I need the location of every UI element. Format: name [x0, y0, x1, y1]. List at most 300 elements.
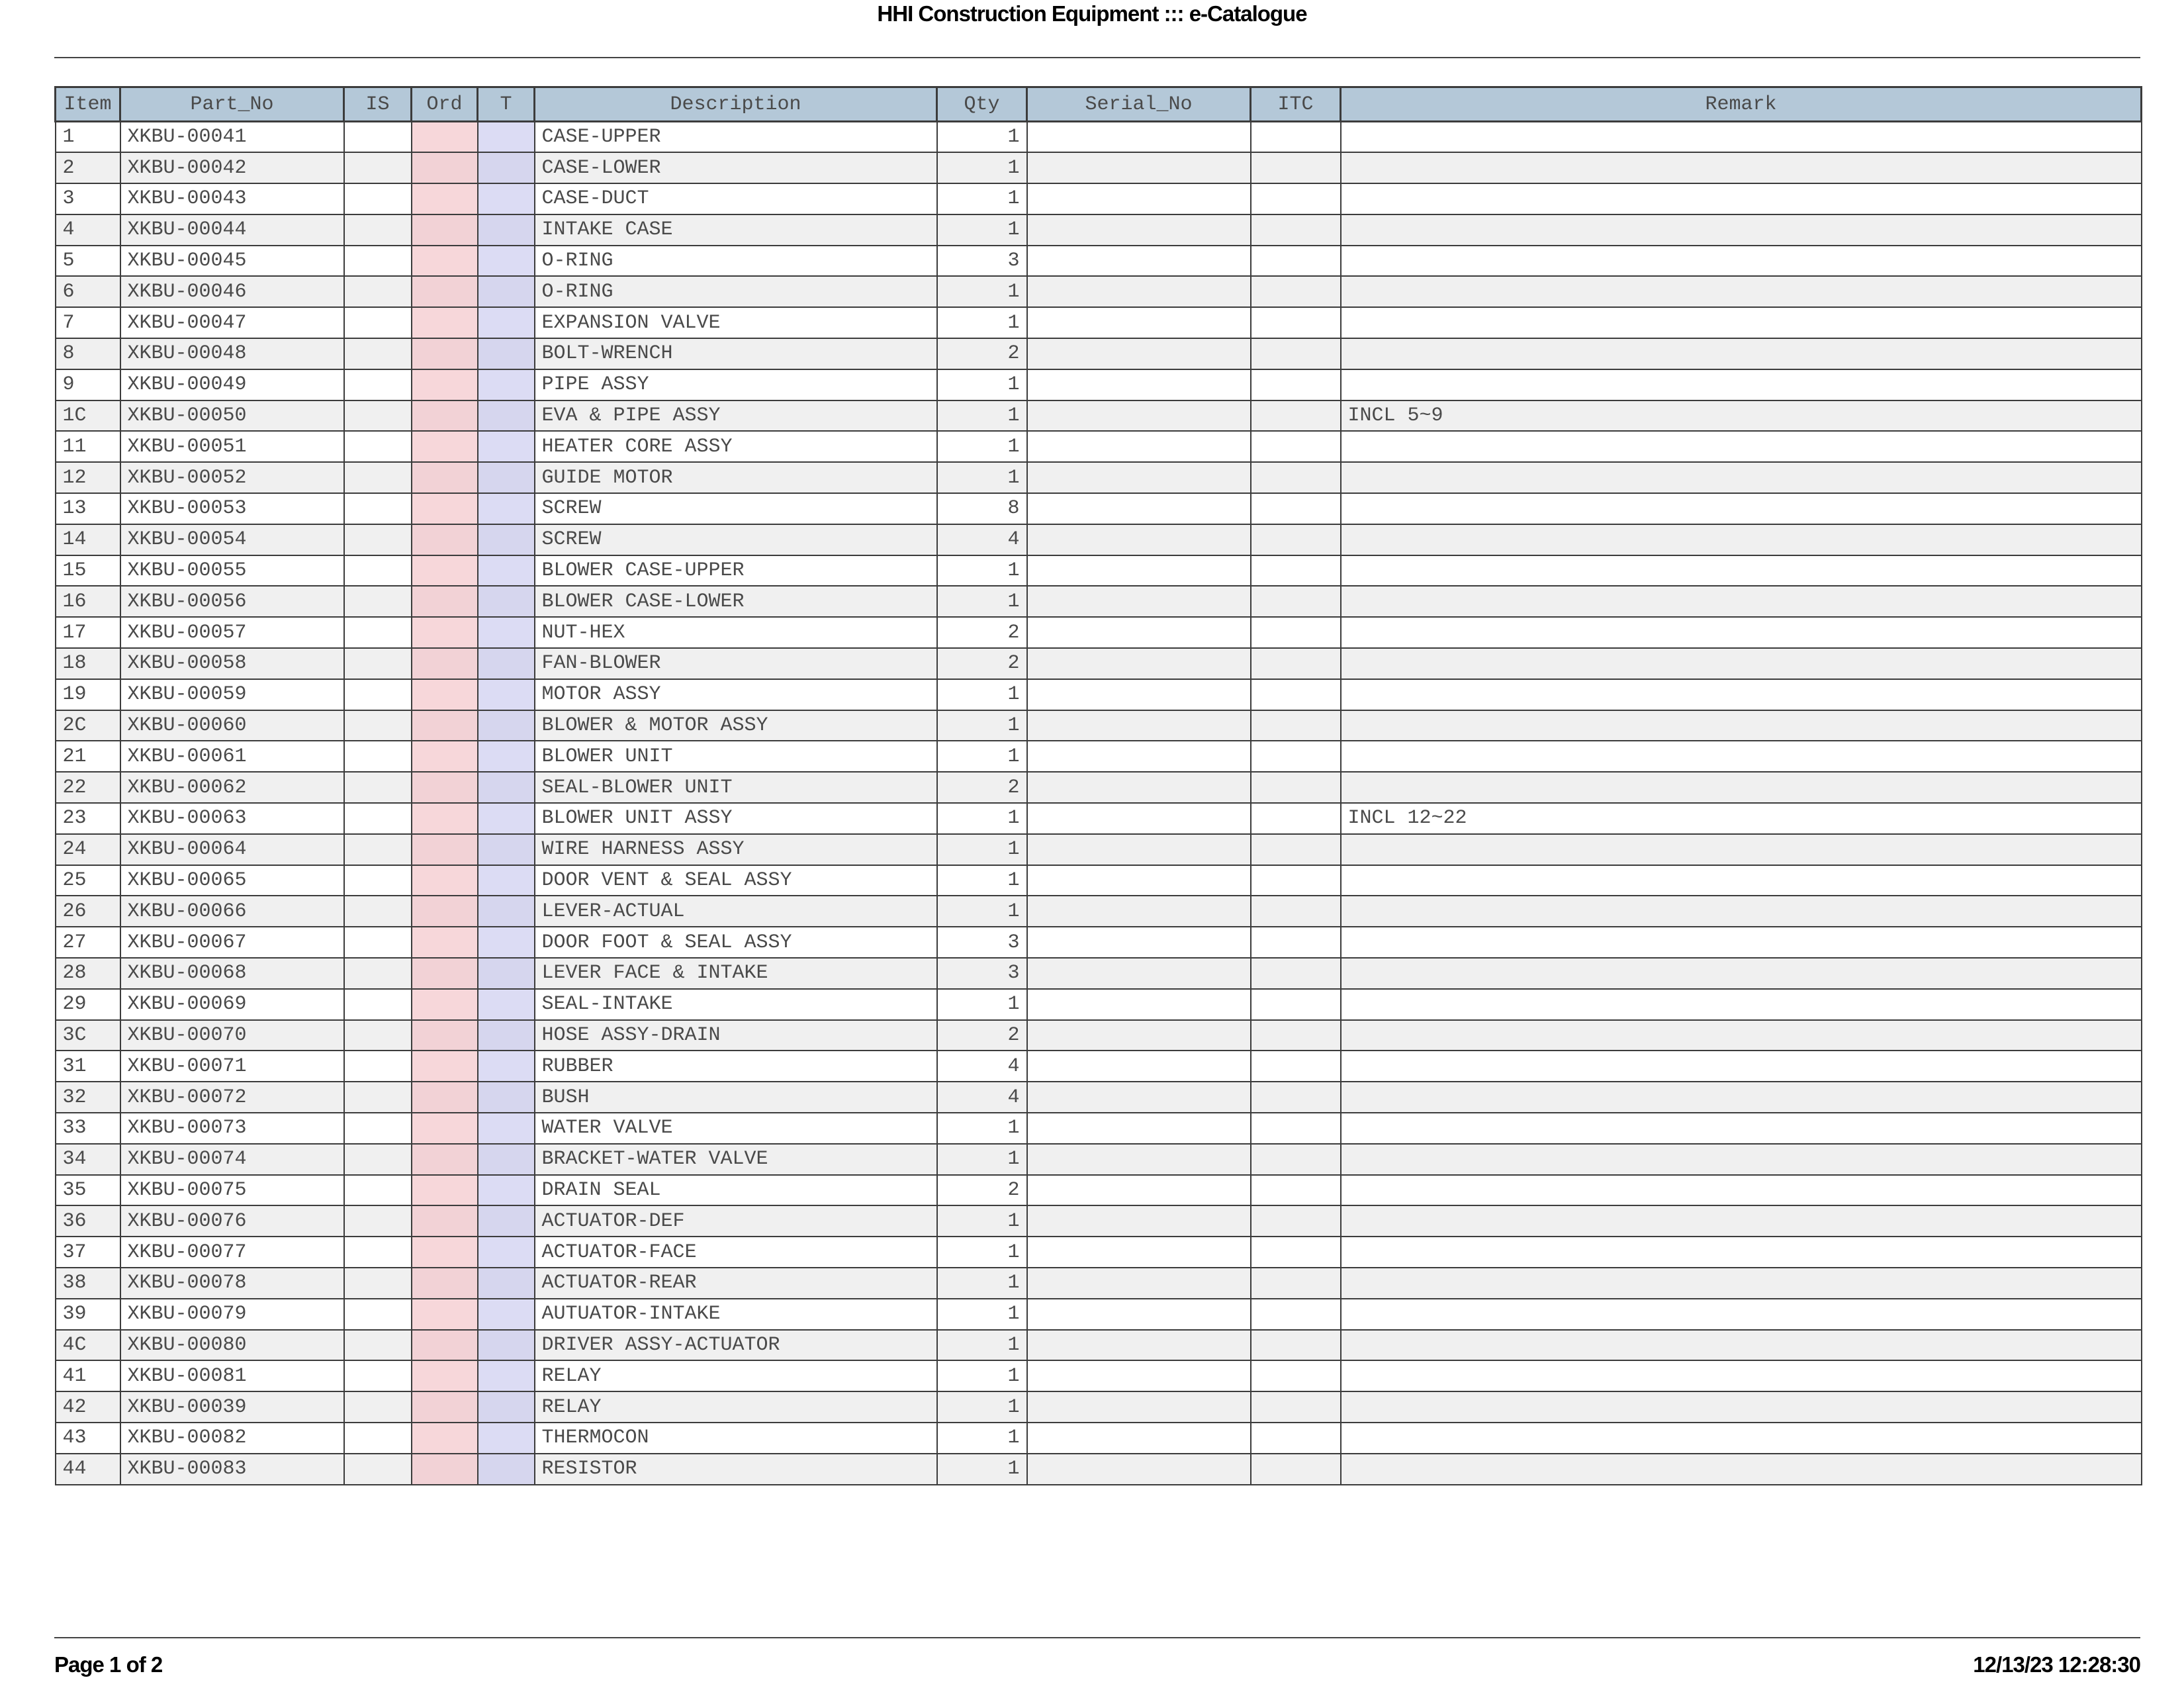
serial-no-cell[interactable]	[1027, 1454, 1251, 1485]
table-row[interactable]	[56, 1020, 2142, 1051]
is-cell[interactable]	[344, 369, 412, 400]
ord-cell[interactable]	[412, 369, 478, 400]
t-cell[interactable]	[478, 431, 535, 462]
description-cell: BRACKET-WATER VALVE	[535, 1144, 937, 1175]
is-cell[interactable]	[344, 586, 412, 617]
description-cell: LEVER FACE & INTAKE	[535, 958, 937, 989]
serial-no-cell[interactable]	[1027, 183, 1251, 214]
description-cell: ACTUATOR-REAR	[535, 1268, 937, 1299]
ord-cell[interactable]	[412, 1175, 478, 1206]
t-cell[interactable]	[478, 1082, 535, 1113]
ord-cell[interactable]	[412, 803, 478, 834]
is-cell[interactable]	[344, 276, 412, 307]
description-cell: BLOWER & MOTOR ASSY	[535, 710, 937, 741]
serial-no-cell[interactable]	[1027, 1423, 1251, 1454]
table-row[interactable]	[56, 122, 2142, 153]
remark-cell	[1341, 586, 2142, 617]
item-cell: 18	[56, 648, 120, 679]
description-cell: RELAY	[535, 1360, 937, 1391]
is-cell[interactable]	[344, 617, 412, 648]
table-row[interactable]	[56, 648, 2142, 679]
t-cell[interactable]	[478, 927, 535, 958]
ord-cell[interactable]	[412, 1237, 478, 1268]
serial-no-cell[interactable]	[1027, 834, 1251, 865]
part-no-cell: XKBU-00060	[120, 710, 344, 741]
qty-cell: 1	[937, 741, 1027, 772]
item-cell: 42	[56, 1391, 120, 1423]
is-cell[interactable]	[344, 896, 412, 927]
serial-no-cell[interactable]	[1027, 1082, 1251, 1113]
t-cell[interactable]	[478, 400, 535, 432]
is-cell[interactable]	[344, 865, 412, 896]
description-cell: LEVER-ACTUAL	[535, 896, 937, 927]
table-row[interactable]	[56, 214, 2142, 246]
column-header-description[interactable]: Description	[535, 87, 937, 122]
part-no-cell: XKBU-00058	[120, 648, 344, 679]
serial-no-cell[interactable]	[1027, 369, 1251, 400]
table-row[interactable]	[56, 555, 2142, 586]
serial-no-cell[interactable]	[1027, 307, 1251, 338]
ord-cell[interactable]	[412, 1144, 478, 1175]
part-no-cell: XKBU-00083	[120, 1454, 344, 1485]
t-cell[interactable]	[478, 1144, 535, 1175]
print-timestamp: 12/13/23 12:28:30	[1973, 1652, 2140, 1677]
serial-no-cell[interactable]	[1027, 431, 1251, 462]
table-row[interactable]	[56, 152, 2142, 183]
serial-no-cell[interactable]	[1027, 276, 1251, 307]
table-row[interactable]	[56, 927, 2142, 958]
table-row[interactable]	[56, 865, 2142, 896]
ord-cell[interactable]	[412, 462, 478, 493]
part-no-cell: XKBU-00062	[120, 772, 344, 803]
is-cell[interactable]	[344, 648, 412, 679]
table-row[interactable]	[56, 493, 2142, 524]
item-cell: 16	[56, 586, 120, 617]
t-cell[interactable]	[478, 338, 535, 369]
is-cell[interactable]	[344, 462, 412, 493]
ord-cell[interactable]	[412, 1268, 478, 1299]
serial-no-cell[interactable]	[1027, 1113, 1251, 1144]
serial-no-cell[interactable]	[1027, 648, 1251, 679]
table-row[interactable]	[56, 462, 2142, 493]
serial-no-cell[interactable]	[1027, 1175, 1251, 1206]
ord-cell[interactable]	[412, 834, 478, 865]
t-cell[interactable]	[478, 1051, 535, 1082]
t-cell[interactable]	[478, 369, 535, 400]
serial-no-cell[interactable]	[1027, 1237, 1251, 1268]
qty-cell: 4	[937, 1051, 1027, 1082]
column-header-is[interactable]: IS	[344, 87, 412, 122]
t-cell[interactable]	[478, 834, 535, 865]
part-no-cell: XKBU-00057	[120, 617, 344, 648]
item-cell: 38	[56, 1268, 120, 1299]
ord-cell[interactable]	[412, 1391, 478, 1423]
is-cell[interactable]	[344, 1082, 412, 1113]
description-cell: HOSE ASSY-DRAIN	[535, 1020, 937, 1051]
itc-cell	[1251, 648, 1341, 679]
page-number: Page 1 of 2	[54, 1652, 163, 1677]
column-header-qty[interactable]: Qty	[937, 87, 1027, 122]
serial-no-cell[interactable]	[1027, 462, 1251, 493]
serial-no-cell[interactable]	[1027, 803, 1251, 834]
table-row[interactable]	[56, 431, 2142, 462]
qty-cell: 2	[937, 648, 1027, 679]
serial-no-cell[interactable]	[1027, 1330, 1251, 1361]
is-cell[interactable]	[344, 989, 412, 1020]
t-cell[interactable]	[478, 958, 535, 989]
part-no-cell: XKBU-00064	[120, 834, 344, 865]
is-cell[interactable]	[344, 1205, 412, 1237]
qty-cell: 1	[937, 1454, 1027, 1485]
itc-cell	[1251, 803, 1341, 834]
serial-no-cell[interactable]	[1027, 741, 1251, 772]
serial-no-cell[interactable]	[1027, 927, 1251, 958]
ord-cell[interactable]	[412, 431, 478, 462]
part-no-cell: XKBU-00059	[120, 679, 344, 710]
itc-cell	[1251, 1360, 1341, 1391]
ord-cell[interactable]	[412, 307, 478, 338]
serial-no-cell[interactable]	[1027, 710, 1251, 741]
is-cell[interactable]	[344, 772, 412, 803]
serial-no-cell[interactable]	[1027, 338, 1251, 369]
item-cell: 26	[56, 896, 120, 927]
serial-no-cell[interactable]	[1027, 122, 1251, 153]
table-row[interactable]	[56, 307, 2142, 338]
item-cell: 31	[56, 1051, 120, 1082]
column-header-itc[interactable]: ITC	[1251, 87, 1341, 122]
ord-cell[interactable]	[412, 524, 478, 555]
table-row[interactable]	[56, 1299, 2142, 1330]
description-cell: ACTUATOR-DEF	[535, 1205, 937, 1237]
ord-cell[interactable]	[412, 1454, 478, 1485]
t-cell[interactable]	[478, 1175, 535, 1206]
qty-cell: 1	[937, 462, 1027, 493]
serial-no-cell[interactable]	[1027, 152, 1251, 183]
description-cell: CASE-UPPER	[535, 122, 937, 153]
serial-no-cell[interactable]	[1027, 493, 1251, 524]
serial-no-cell[interactable]	[1027, 1391, 1251, 1423]
serial-no-cell[interactable]	[1027, 989, 1251, 1020]
table-row[interactable]	[56, 772, 2142, 803]
t-cell[interactable]	[478, 865, 535, 896]
ord-cell[interactable]	[412, 1082, 478, 1113]
remark-cell	[1341, 369, 2142, 400]
t-cell[interactable]	[478, 648, 535, 679]
is-cell[interactable]	[344, 834, 412, 865]
table-row[interactable]	[56, 1391, 2142, 1423]
part-no-cell: XKBU-00039	[120, 1391, 344, 1423]
description-cell: RELAY	[535, 1391, 937, 1423]
qty-cell: 1	[937, 1299, 1027, 1330]
itc-cell	[1251, 493, 1341, 524]
is-cell[interactable]	[344, 524, 412, 555]
is-cell[interactable]	[344, 1113, 412, 1144]
table-row[interactable]	[56, 896, 2142, 927]
ord-cell[interactable]	[412, 1299, 478, 1330]
ord-cell[interactable]	[412, 1020, 478, 1051]
item-cell: 7	[56, 307, 120, 338]
table-row[interactable]	[56, 1360, 2142, 1391]
column-header-serial-no[interactable]: Serial_No	[1027, 87, 1251, 122]
is-cell[interactable]	[344, 183, 412, 214]
ord-cell[interactable]	[412, 679, 478, 710]
t-cell[interactable]	[478, 772, 535, 803]
is-cell[interactable]	[344, 400, 412, 432]
t-cell[interactable]	[478, 1205, 535, 1237]
parts-table-body	[56, 122, 2142, 1485]
column-header-ord[interactable]: Ord	[412, 87, 478, 122]
serial-no-cell[interactable]	[1027, 1299, 1251, 1330]
description-cell: MOTOR ASSY	[535, 679, 937, 710]
qty-cell: 2	[937, 1175, 1027, 1206]
part-no-cell: XKBU-00053	[120, 493, 344, 524]
table-row[interactable]	[56, 276, 2142, 307]
serial-no-cell[interactable]	[1027, 958, 1251, 989]
serial-no-cell[interactable]	[1027, 1205, 1251, 1237]
part-no-cell: XKBU-00054	[120, 524, 344, 555]
table-row[interactable]	[56, 1237, 2142, 1268]
is-cell[interactable]	[344, 152, 412, 183]
serial-no-cell[interactable]	[1027, 555, 1251, 586]
is-cell[interactable]	[344, 1020, 412, 1051]
is-cell[interactable]	[344, 214, 412, 246]
is-cell[interactable]	[344, 1299, 412, 1330]
is-cell[interactable]	[344, 958, 412, 989]
table-row[interactable]	[56, 803, 2142, 834]
ord-cell[interactable]	[412, 741, 478, 772]
serial-no-cell[interactable]	[1027, 400, 1251, 432]
table-row[interactable]	[56, 1423, 2142, 1454]
column-header-t[interactable]: T	[478, 87, 535, 122]
qty-cell: 1	[937, 834, 1027, 865]
ord-cell[interactable]	[412, 958, 478, 989]
table-row[interactable]	[56, 586, 2142, 617]
t-cell[interactable]	[478, 462, 535, 493]
column-header-part-no[interactable]: Part_No	[120, 87, 344, 122]
serial-no-cell[interactable]	[1027, 679, 1251, 710]
t-cell[interactable]	[478, 1020, 535, 1051]
is-cell[interactable]	[344, 431, 412, 462]
table-row[interactable]	[56, 834, 2142, 865]
is-cell[interactable]	[344, 1423, 412, 1454]
serial-no-cell[interactable]	[1027, 865, 1251, 896]
serial-no-cell[interactable]	[1027, 772, 1251, 803]
t-cell[interactable]	[478, 710, 535, 741]
t-cell[interactable]	[478, 617, 535, 648]
remark-cell	[1341, 1360, 2142, 1391]
itc-cell	[1251, 741, 1341, 772]
ord-cell[interactable]	[412, 772, 478, 803]
description-cell: DOOR FOOT & SEAL ASSY	[535, 927, 937, 958]
table-row[interactable]	[56, 524, 2142, 555]
t-cell[interactable]	[478, 1237, 535, 1268]
is-cell[interactable]	[344, 1391, 412, 1423]
table-row[interactable]	[56, 1144, 2142, 1175]
ord-cell[interactable]	[412, 122, 478, 153]
is-cell[interactable]	[344, 1237, 412, 1268]
serial-no-cell[interactable]	[1027, 246, 1251, 277]
t-cell[interactable]	[478, 896, 535, 927]
t-cell[interactable]	[478, 1113, 535, 1144]
table-row[interactable]	[56, 246, 2142, 277]
ord-cell[interactable]	[412, 586, 478, 617]
ord-cell[interactable]	[412, 1051, 478, 1082]
is-cell[interactable]	[344, 1330, 412, 1361]
remark-cell: INCL 12~22	[1341, 803, 2142, 834]
description-cell: RUBBER	[535, 1051, 937, 1082]
is-cell[interactable]	[344, 741, 412, 772]
t-cell[interactable]	[478, 152, 535, 183]
is-cell[interactable]	[344, 122, 412, 153]
t-cell[interactable]	[478, 1330, 535, 1361]
table-row[interactable]	[56, 710, 2142, 741]
table-row[interactable]	[56, 183, 2142, 214]
serial-no-cell[interactable]	[1027, 524, 1251, 555]
remark-cell	[1341, 1423, 2142, 1454]
table-row[interactable]	[56, 400, 2142, 432]
table-row[interactable]	[56, 989, 2142, 1020]
is-cell[interactable]	[344, 1175, 412, 1206]
itc-cell	[1251, 1020, 1341, 1051]
is-cell[interactable]	[344, 1268, 412, 1299]
parts-table	[54, 86, 2142, 1485]
is-cell[interactable]	[344, 1360, 412, 1391]
table-row[interactable]	[56, 741, 2142, 772]
t-cell[interactable]	[478, 586, 535, 617]
is-cell[interactable]	[344, 307, 412, 338]
ord-cell[interactable]	[412, 246, 478, 277]
t-cell[interactable]	[478, 246, 535, 277]
qty-cell: 3	[937, 246, 1027, 277]
table-row[interactable]	[56, 679, 2142, 710]
table-row[interactable]	[56, 338, 2142, 369]
is-cell[interactable]	[344, 710, 412, 741]
serial-no-cell[interactable]	[1027, 617, 1251, 648]
t-cell[interactable]	[478, 803, 535, 834]
serial-no-cell[interactable]	[1027, 586, 1251, 617]
ord-cell[interactable]	[412, 1113, 478, 1144]
remark-cell	[1341, 1144, 2142, 1175]
table-row[interactable]	[56, 1330, 2142, 1361]
ord-cell[interactable]	[412, 648, 478, 679]
ord-cell[interactable]	[412, 493, 478, 524]
t-cell[interactable]	[478, 989, 535, 1020]
column-header-item[interactable]: Item	[56, 87, 120, 122]
is-cell[interactable]	[344, 1051, 412, 1082]
ord-cell[interactable]	[412, 710, 478, 741]
ord-cell[interactable]	[412, 896, 478, 927]
t-cell[interactable]	[478, 1268, 535, 1299]
serial-no-cell[interactable]	[1027, 1268, 1251, 1299]
serial-no-cell[interactable]	[1027, 1144, 1251, 1175]
t-cell[interactable]	[478, 1299, 535, 1330]
serial-no-cell[interactable]	[1027, 1360, 1251, 1391]
part-no-cell: XKBU-00063	[120, 803, 344, 834]
remark-cell	[1341, 896, 2142, 927]
t-cell[interactable]	[478, 276, 535, 307]
serial-no-cell[interactable]	[1027, 1051, 1251, 1082]
qty-cell: 1	[937, 989, 1027, 1020]
is-cell[interactable]	[344, 927, 412, 958]
ord-cell[interactable]	[412, 183, 478, 214]
is-cell[interactable]	[344, 246, 412, 277]
is-cell[interactable]	[344, 493, 412, 524]
t-cell[interactable]	[478, 1360, 535, 1391]
table-row[interactable]	[56, 1175, 2142, 1206]
ord-cell[interactable]	[412, 617, 478, 648]
t-cell[interactable]	[478, 307, 535, 338]
is-cell[interactable]	[344, 338, 412, 369]
t-cell[interactable]	[478, 1423, 535, 1454]
ord-cell[interactable]	[412, 152, 478, 183]
table-row[interactable]	[56, 1454, 2142, 1485]
t-cell[interactable]	[478, 1391, 535, 1423]
qty-cell: 1	[937, 152, 1027, 183]
ord-cell[interactable]	[412, 1330, 478, 1361]
t-cell[interactable]	[478, 741, 535, 772]
table-row[interactable]	[56, 1268, 2142, 1299]
item-cell: 1C	[56, 400, 120, 432]
t-cell[interactable]	[478, 1454, 535, 1485]
ord-cell[interactable]	[412, 338, 478, 369]
is-cell[interactable]	[344, 803, 412, 834]
ord-cell[interactable]	[412, 989, 478, 1020]
ord-cell[interactable]	[412, 555, 478, 586]
ord-cell[interactable]	[412, 1205, 478, 1237]
serial-no-cell[interactable]	[1027, 1020, 1251, 1051]
table-row[interactable]	[56, 1082, 2142, 1113]
ord-cell[interactable]	[412, 927, 478, 958]
t-cell[interactable]	[478, 493, 535, 524]
table-row[interactable]	[56, 617, 2142, 648]
t-cell[interactable]	[478, 679, 535, 710]
item-cell: 9	[56, 369, 120, 400]
is-cell[interactable]	[344, 1144, 412, 1175]
table-row[interactable]	[56, 958, 2142, 989]
description-cell: SEAL-BLOWER UNIT	[535, 772, 937, 803]
t-cell[interactable]	[478, 122, 535, 153]
ord-cell[interactable]	[412, 865, 478, 896]
remark-cell	[1341, 1205, 2142, 1237]
table-row[interactable]	[56, 369, 2142, 400]
t-cell[interactable]	[478, 555, 535, 586]
qty-cell: 1	[937, 1144, 1027, 1175]
remark-cell	[1341, 741, 2142, 772]
t-cell[interactable]	[478, 524, 535, 555]
description-cell: BLOWER UNIT	[535, 741, 937, 772]
ord-cell[interactable]	[412, 400, 478, 432]
is-cell[interactable]	[344, 679, 412, 710]
ord-cell[interactable]	[412, 214, 478, 246]
ord-cell[interactable]	[412, 276, 478, 307]
serial-no-cell[interactable]	[1027, 896, 1251, 927]
part-no-cell: XKBU-00075	[120, 1175, 344, 1206]
serial-no-cell[interactable]	[1027, 214, 1251, 246]
table-row[interactable]	[56, 1051, 2142, 1082]
itc-cell	[1251, 183, 1341, 214]
itc-cell	[1251, 1330, 1341, 1361]
is-cell[interactable]	[344, 555, 412, 586]
t-cell[interactable]	[478, 214, 535, 246]
t-cell[interactable]	[478, 183, 535, 214]
column-header-remark[interactable]: Remark	[1341, 87, 2142, 122]
ord-cell[interactable]	[412, 1423, 478, 1454]
table-row[interactable]	[56, 1113, 2142, 1144]
table-row[interactable]	[56, 1205, 2142, 1237]
qty-cell: 1	[937, 555, 1027, 586]
is-cell[interactable]	[344, 1454, 412, 1485]
ord-cell[interactable]	[412, 1360, 478, 1391]
